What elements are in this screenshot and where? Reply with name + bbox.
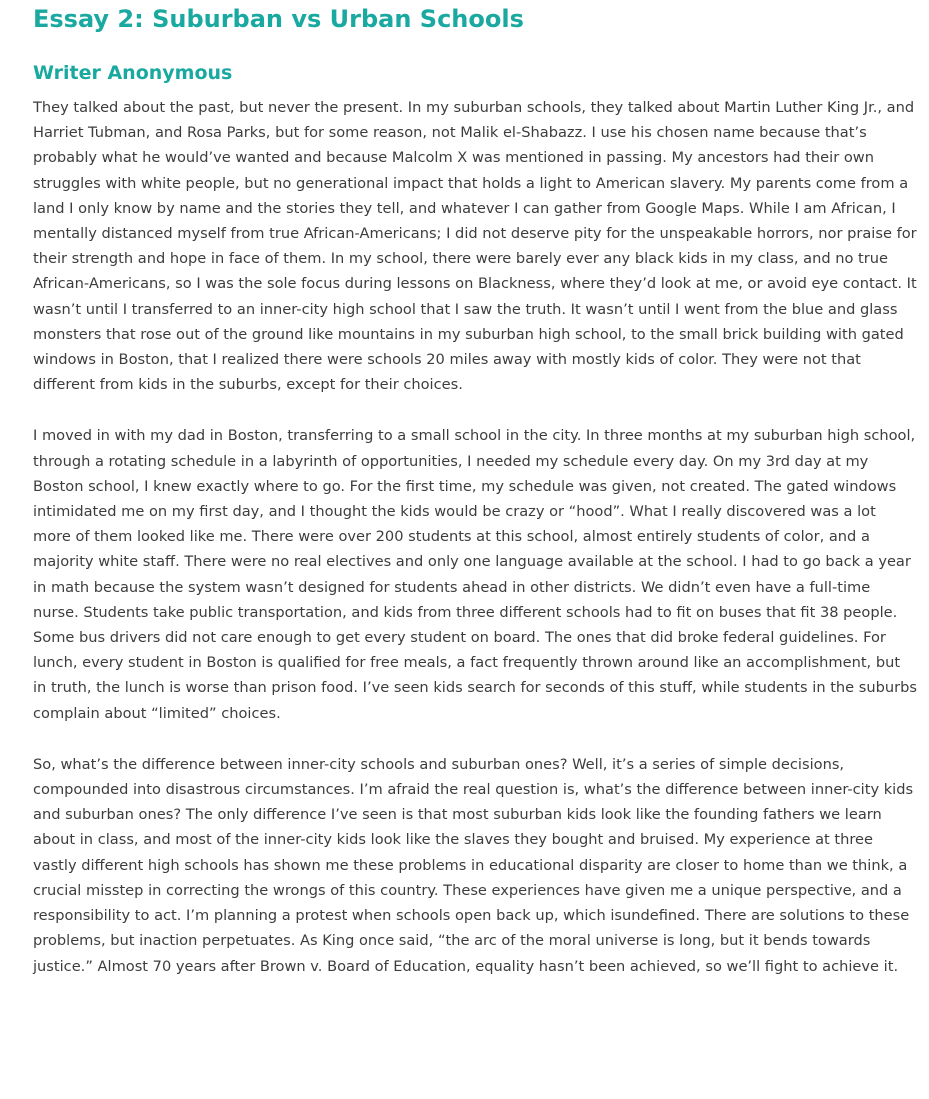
essay-paragraph-1: They talked about the past, but never the present. In my suburban schools, they talked about Martin Luther King Jr., and Harriet Tubman, and Rosa Parks, but for some reason, not Malik el-Shabazz. I use his chosen name because that’s probably what he would’ve wanted and because Malcolm X was mentioned in passing. My ancestors had their own struggles with white people, but no generational impact that holds a light to American slavery. My parents come from a land I only know by name and the stories they tell, and whatever I can gather from Google Maps. While I am African, I mentally distanced myself from true African-Americans; I did not deserve pity for the unspeakable horrors, nor praise for their strength and hope in face of them. In my school, there were barely ever any black kids in my class, and no true African-Americans, so I was the sole focus during lessons on Blackness, where they’d look at me, or avoid eye contact. It wasn’t until I transferred to an inner-city high school that I saw the truth. It wasn’t until I went from the blue and glass monsters that rose out of the ground like mountains in my suburban high school, to the small brick building with gated windows in Boston, that I realized there were schools 20 miles away with mostly kids of color. They were not that different from kids in the suburbs, except for their choices. bbox=[33, 99, 917, 394]
essay-body bbox=[33, 95, 918, 1005]
essay-author: Writer Anonymous bbox=[33, 62, 233, 84]
essay-paragraph-3: So, what’s the difference between inner-city schools and suburban ones? Well, it’s a series of simple decisions, compounded into disastrous circumstances. I’m afraid the real question is, what’s the difference between inner-city kids and suburban ones? The only difference I’ve seen is that most suburban kids look like the founding fathers we learn about in class, and most of the inner-city kids look like the slaves they bought and bruised. My experience at three vastly different high schools has shown me these problems in educational disparity are closer to home than we think, a crucial misstep in correcting the wrongs of this country. These experiences have given me a unique perspective, and a responsibility to act. I’m planning a protest when schools open back up, which isundefined. There are solutions to these problems, but inaction perpetuates. As King once said, “the arc of the moral universe is long, but it bends towards justice.” Almost 70 years after Brown v. Board of Education, equality hasn’t been achieved, so we’ll fight to achieve it. bbox=[33, 755, 914, 975]
essay-paragraph-2: I moved in with my dad in Boston, transferring to a small school in the city. In three months at my suburban high school, through a rotating schedule in a labyrinth of opportunities, I needed my schedule every day. On my 3rd day at my Boston school, I knew exactly where to go. For the first time, my schedule was given, not created. The gated windows intimidated me on my first day, and I thought the kids would be crazy or “hood”. What I really discovered was a lot more of them looked like me. There were over 200 students at this school, almost entirely students of color, and a majority white staff. There were no real electives and only one language available at the school. I had to go back a year in math because the system wasn’t designed for students ahead in other districts. We didn’t even have a full-time nurse. Students take public transportation, and kids from three different schools had to fit on buses that fit 38 people. Some bus drivers did not care enough to get every student on board. The ones that did broke federal guidelines. For lunch, every student in Boston is qualified for free meals, a fact frequently thrown around like an accomplishment, but in truth, the lunch is worse than prison food. I’ve seen kids search for seconds of this stuff, while students in the suburbs complain about “limited” choices. bbox=[33, 427, 918, 722]
essay-title: Essay 2: Suburban vs Urban Schools bbox=[33, 5, 524, 33]
